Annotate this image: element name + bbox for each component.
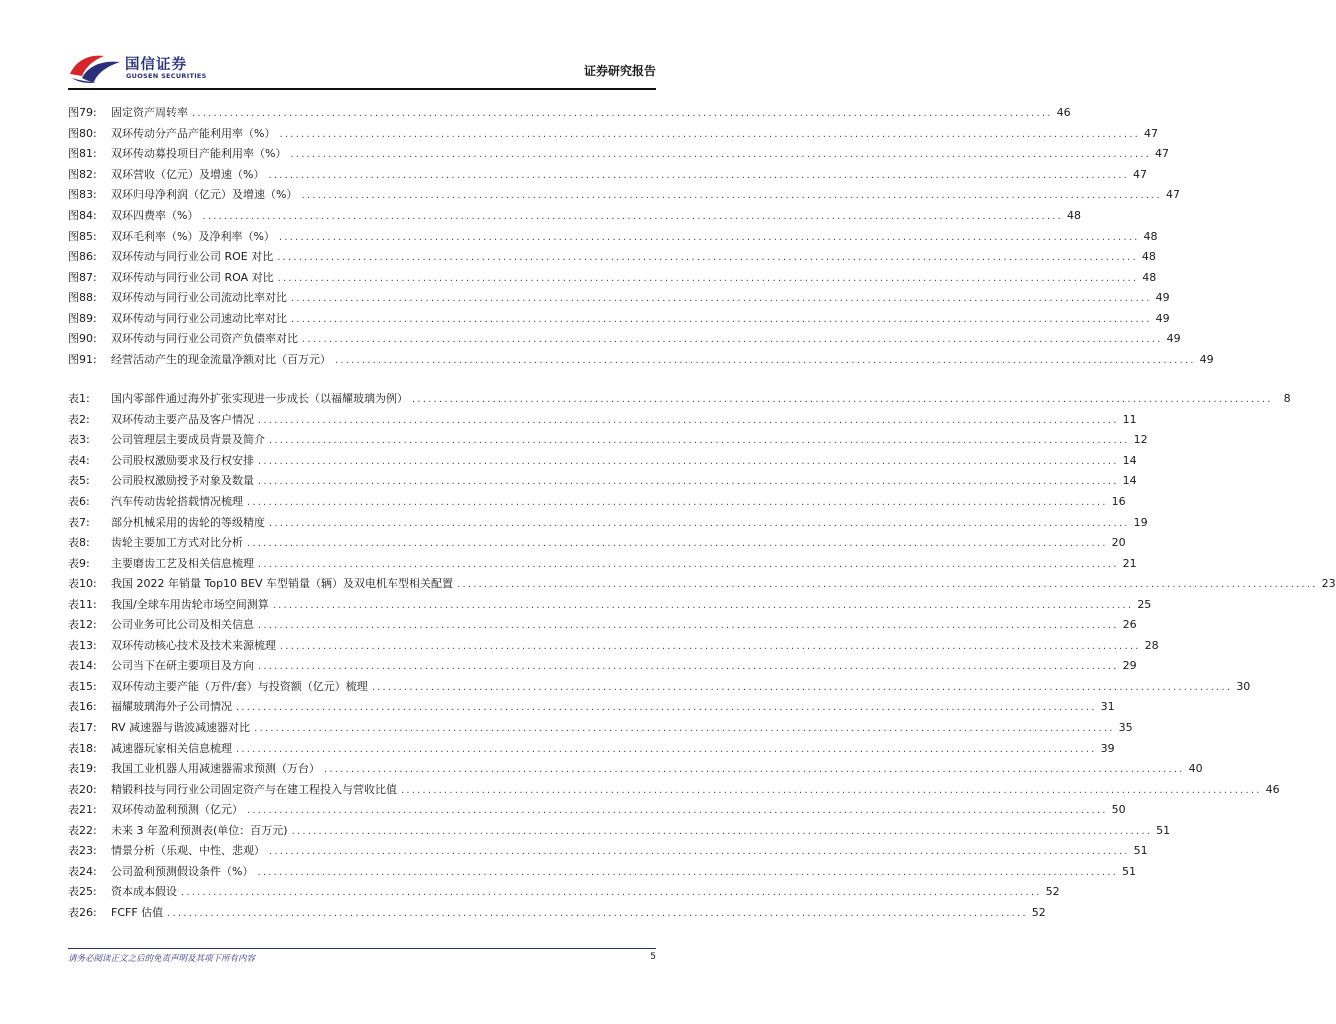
table-entry-page: 31 [1100, 700, 1115, 714]
figure-entry-title: 双环传动与同行业公司资产负债率对比 [111, 332, 298, 346]
table-entry-label: 表10: [68, 577, 97, 591]
dot-leader: ................................................................................................................................................................ [247, 538, 1108, 550]
figure-entry-page: 48 [1142, 270, 1157, 284]
table-entry-title: RV 减速器与谐波减速器对比 [111, 721, 251, 735]
table-entry-page: 11 [1122, 412, 1137, 426]
table-entry-title: 公司股权激励要求及行权安排 [111, 453, 254, 467]
table-entry-page: 30 [1236, 679, 1251, 693]
dot-leader: ................................................................................................................................................................ [167, 907, 1028, 919]
table-entry-label: 表17: [68, 721, 97, 735]
table-entry-title: 我国 2022 年销量 Top10 BEV 车型销量（辆）及双电机车型相关配置 [111, 577, 454, 591]
dot-leader: ................................................................................................................................................................ [302, 334, 1163, 346]
table-entry-page: 20 [1111, 536, 1126, 550]
table-entry-label: 表26: [68, 905, 97, 919]
table-entry-page: 51 [1133, 844, 1148, 858]
table-entry-label: 表20: [68, 782, 97, 796]
figure-entry[interactable] [68, 185, 1181, 206]
figure-entry[interactable] [68, 267, 1157, 288]
table-entry-page: 28 [1144, 638, 1159, 652]
dot-leader: ................................................................................................................................................................ [258, 558, 1119, 570]
page-number: 5 [650, 952, 656, 962]
figure-entry-title: 双环营收（亿元）及增速（%） [111, 167, 265, 181]
dot-leader: ................................................................................................................................................................ [291, 825, 1153, 837]
dot-leader: ................................................................................................................................................................ [236, 702, 1097, 714]
logo-text-cn: 国信证券 [125, 57, 187, 73]
table-entry-label: 表7: [68, 515, 90, 529]
table-entry-page: 46 [1265, 782, 1280, 796]
figure-entry-page: 48 [1067, 209, 1082, 222]
dot-leader: ................................................................................................................................................................ [268, 169, 1130, 181]
figure-entry-title: 双环传动与同行业公司 ROE 对比 [111, 250, 274, 264]
table-entry-label: 表21: [68, 803, 97, 817]
table-entry-page: 40 [1188, 762, 1203, 776]
dot-leader: ................................................................................................................................................................ [301, 190, 1163, 202]
table-entry[interactable] [68, 862, 1137, 883]
table-entry-label: 表2: [68, 412, 90, 426]
dot-leader: ................................................................................................................................................................ [280, 640, 1141, 652]
dot-leader: ................................................................................................................................................................ [254, 723, 1115, 735]
table-entry-title: 福耀玻璃海外子公司情况 [111, 700, 232, 714]
table-entry-label: 表24: [68, 864, 97, 878]
table-entry-page: 51 [1156, 823, 1171, 837]
table-entry-title: 部分机械采用的齿轮的等级精度 [111, 515, 265, 529]
dot-leader: ................................................................................................................................................................ [236, 743, 1097, 755]
table-entry[interactable] [68, 903, 1046, 924]
figure-entry[interactable] [68, 206, 1082, 227]
figure-entry-label: 图80: [68, 126, 97, 140]
dot-leader: ................................................................................................................................................................ [277, 252, 1138, 264]
table-entry-label: 表9: [68, 556, 90, 570]
figure-entry[interactable] [68, 124, 1159, 145]
figure-entry-page: 48 [1141, 250, 1156, 264]
table-entry-page: 51 [1122, 864, 1137, 878]
dot-leader: ................................................................................................................................................................ [192, 108, 1053, 120]
figure-entry-title: 双环传动与同行业公司速动比率对比 [111, 311, 287, 325]
dot-leader: ................................................................................................................................................................ [291, 293, 1152, 305]
dot-leader: ................................................................................................................................................................ [258, 476, 1119, 488]
table-entry-label: 表22: [68, 823, 97, 837]
dot-leader: ................................................................................................................................................................ [257, 866, 1119, 878]
table-entry[interactable] [68, 512, 1148, 533]
table-entry-title: 国内零部件通过海外扩张实现进一步成长（以福耀玻璃为例） [111, 392, 408, 406]
dot-leader: ................................................................................................................................................................ [457, 579, 1318, 591]
table-entry-label: 表13: [68, 638, 97, 652]
table-entry-page: 50 [1111, 803, 1126, 817]
table-entry-page: 16 [1111, 495, 1126, 508]
table-entry[interactable] [68, 882, 1060, 903]
figure-entry-title: 双环毛利率（%）及净利率（%） [111, 229, 275, 243]
guosen-logo-mark-icon [68, 52, 122, 84]
table-entry-title: 我国/全球车用齿轮市场空间测算 [111, 597, 269, 611]
dot-leader: ................................................................................................................................................................ [371, 681, 1233, 693]
figure-entry-title: 双环传动与同行业公司流动比率对比 [111, 291, 287, 305]
table-entry[interactable] [68, 759, 1203, 780]
dot-leader: ................................................................................................................................................................ [278, 231, 1140, 243]
table-entry-page: 12 [1133, 433, 1148, 447]
figure-entry-page: 46 [1056, 106, 1071, 120]
dot-leader: ................................................................................................................................................................ [279, 128, 1141, 140]
figure-entry-label: 图81: [68, 147, 97, 161]
figure-entry-title: 双环传动与同行业公司 ROA 对比 [111, 270, 274, 284]
dot-leader: ................................................................................................................................................................ [269, 435, 1130, 447]
figure-entry-page: 49 [1199, 352, 1214, 366]
table-entry[interactable] [68, 553, 1137, 574]
figure-entry[interactable] [68, 226, 1158, 247]
table-entry-label: 表14: [68, 659, 97, 673]
table-entry-title: 公司股权激励授予对象及数量 [111, 474, 254, 488]
table-entry[interactable] [68, 718, 1133, 739]
table-entry[interactable] [68, 738, 1115, 759]
table-entry-title: 精锻科技与同行业公司固定资产与在建工程投入与营收比值 [111, 782, 397, 796]
figure-entry-title: 双环四费率（%） [111, 209, 199, 222]
table-entry[interactable] [68, 574, 1336, 595]
table-entry[interactable] [68, 820, 1171, 841]
figure-entry[interactable] [68, 165, 1148, 186]
figure-entry[interactable] [68, 288, 1170, 309]
figure-entry-label: 图89: [68, 311, 97, 325]
table-index-list [68, 389, 1336, 923]
figure-entry-title: 双环归母净利润（亿元）及增速（%） [111, 188, 298, 202]
table-entry[interactable] [68, 636, 1159, 657]
table-entry-label: 表18: [68, 741, 97, 755]
table-entry[interactable] [68, 841, 1148, 862]
dot-leader: ................................................................................................................................................................ [269, 517, 1130, 529]
figure-entry-label: 图86: [68, 250, 97, 264]
table-entry-label: 表1: [68, 392, 90, 406]
figure-entry-page: 49 [1155, 311, 1170, 325]
footer-disclaimer: 请务必阅读正文之后的免责声明及其项下所有内容 [68, 954, 256, 964]
figure-entry-page: 47 [1155, 147, 1170, 161]
figure-entry-page: 47 [1133, 167, 1148, 181]
table-entry[interactable] [68, 389, 1291, 410]
table-entry-title: 资本成本假设 [111, 885, 177, 899]
figure-entry-title: 双环传动募投项目产能利用率（%） [111, 147, 287, 161]
dot-leader: ................................................................................................................................................................ [401, 784, 1262, 796]
dot-leader: ................................................................................................................................................................ [272, 599, 1134, 611]
table-entry-page: 8 [1283, 392, 1291, 406]
figure-entry-label: 图82: [68, 167, 97, 181]
figure-entry-title: 经营活动产生的现金流量净额对比（百万元） [111, 352, 331, 366]
table-entry[interactable] [68, 779, 1280, 800]
logo-text-en: GUOSEN SECURITIES [126, 72, 207, 80]
figure-entry-page: 48 [1143, 229, 1158, 243]
dot-leader: ................................................................................................................................................................ [258, 661, 1119, 673]
figure-entry[interactable] [68, 308, 1170, 329]
figure-entry-label: 图85: [68, 229, 97, 243]
figure-entry-page: 47 [1144, 126, 1159, 140]
dot-leader: ................................................................................................................................................................ [247, 497, 1108, 508]
table-entry-label: 表3: [68, 433, 90, 447]
table-entry[interactable] [68, 677, 1251, 698]
table-entry-title: 我国工业机器人用减速器需求预测（万台） [111, 762, 320, 776]
table-entry-page: 14 [1122, 453, 1137, 467]
table-entry[interactable] [68, 471, 1137, 492]
header-divider [68, 88, 656, 90]
dot-leader: ................................................................................................................................................................ [277, 272, 1139, 284]
footer-divider [68, 948, 656, 949]
figure-entry-title: 固定资产周转率 [111, 106, 188, 120]
table-entry-label: 表11: [68, 597, 97, 611]
table-entry[interactable] [68, 594, 1152, 615]
table-entry[interactable] [68, 533, 1126, 554]
table-entry[interactable] [68, 430, 1148, 451]
figure-entry-label: 图87: [68, 270, 97, 284]
figure-entry[interactable] [68, 103, 1071, 124]
dot-leader: ................................................................................................................................................................ [202, 211, 1064, 222]
table-entry-title: 双环传动主要产品及客户情况 [111, 412, 254, 426]
table-entry-title: 双环传动主要产能（万件/套）与投资额（亿元）梳理 [111, 679, 368, 693]
dot-leader: ................................................................................................................................................................ [291, 313, 1152, 325]
table-entry-page: 39 [1100, 741, 1115, 755]
table-entry-title: 主要磨齿工艺及相关信息梳理 [111, 556, 254, 570]
dot-leader: ................................................................................................................................................................ [412, 394, 1273, 406]
table-entry-label: 表19: [68, 762, 97, 776]
table-entry-label: 表16: [68, 700, 97, 714]
table-entry[interactable] [68, 492, 1126, 513]
table-entry-label: 表5: [68, 474, 90, 488]
table-entry-title: FCFF 估值 [111, 905, 164, 919]
figure-entry[interactable] [68, 329, 1181, 350]
figure-entry-label: 图84: [68, 209, 97, 222]
figure-entry-label: 图88: [68, 291, 97, 305]
table-entry-page: 35 [1118, 721, 1133, 735]
dot-leader: ................................................................................................................................................................ [247, 805, 1108, 817]
table-entry-title: 未来 3 年盈利预测表(单位：百万元) [111, 823, 288, 837]
dot-leader: ................................................................................................................................................................ [181, 887, 1042, 899]
table-entry-page: 52 [1031, 905, 1046, 919]
table-entry-title: 公司当下在研主要项目及方向 [111, 659, 254, 673]
figure-entry-label: 图83: [68, 188, 97, 202]
dot-leader: ................................................................................................................................................................ [324, 764, 1185, 776]
table-entry[interactable] [68, 697, 1115, 718]
report-type-label: 证券研究报告 [583, 64, 656, 78]
table-entry-page: 19 [1133, 515, 1148, 529]
table-entry-label: 表8: [68, 536, 90, 550]
table-entry-page: 25 [1137, 597, 1152, 611]
dot-leader: ................................................................................................................................................................ [335, 354, 1196, 366]
figure-entry[interactable] [68, 350, 1214, 371]
table-entry-page: 29 [1122, 659, 1137, 673]
figure-entry[interactable] [68, 247, 1156, 268]
table-entry[interactable] [68, 656, 1137, 677]
table-entry-label: 表12: [68, 618, 97, 632]
table-entry-title: 齿轮主要加工方式对比分析 [111, 536, 243, 550]
figure-entry-title: 双环传动分产品产能利用率（%） [111, 126, 276, 140]
dot-leader: ................................................................................................................................................................ [269, 846, 1130, 858]
table-entry-title: 减速器玩家相关信息梳理 [111, 741, 232, 755]
table-entry-title: 情景分析（乐观、中性、悲观） [111, 844, 265, 858]
figure-entry-label: 图91: [68, 352, 97, 366]
table-entry-page: 52 [1045, 885, 1060, 899]
table-entry-label: 表25: [68, 885, 97, 899]
table-entry[interactable] [68, 410, 1137, 431]
table-entry-title: 双环传动盈利预测（亿元） [111, 803, 243, 817]
figure-entry[interactable] [68, 144, 1170, 165]
table-entry[interactable] [68, 615, 1137, 636]
table-entry-page: 23 [1321, 577, 1336, 591]
figure-entry-label: 图90: [68, 332, 97, 346]
table-entry-title: 公司管理层主要成员背景及简介 [111, 433, 265, 447]
dot-leader: ................................................................................................................................................................ [258, 414, 1119, 426]
dot-leader: ................................................................................................................................................................ [258, 620, 1119, 632]
table-entry-title: 公司业务可比公司及相关信息 [111, 618, 254, 632]
table-entry-label: 表6: [68, 495, 90, 508]
guosen-logo [68, 50, 207, 90]
dot-leader: ................................................................................................................................................................ [290, 149, 1152, 161]
table-entry-label: 表15: [68, 679, 97, 693]
dot-leader: ................................................................................................................................................................ [258, 455, 1119, 467]
figure-entry-label: 图79: [68, 106, 97, 120]
table-entry-title: 汽车传动齿轮搭载情况梳理 [111, 495, 243, 508]
figure-entry-page: 49 [1166, 332, 1181, 346]
figure-entry-page: 49 [1155, 291, 1170, 305]
table-entry-title: 双环传动核心技术及技术来源梳理 [111, 638, 276, 652]
table-entry[interactable] [68, 451, 1137, 472]
table-entry-page: 21 [1122, 556, 1137, 570]
table-entry-title: 公司盈利预测假设条件（%） [111, 864, 254, 878]
table-entry-page: 26 [1122, 618, 1137, 632]
table-entry[interactable] [68, 800, 1126, 821]
figure-entry-page: 47 [1166, 188, 1181, 202]
table-entry-label: 表4: [68, 453, 90, 467]
figure-index-list [68, 103, 1214, 370]
table-entry-label: 表23: [68, 844, 97, 858]
table-entry-page: 14 [1122, 474, 1137, 488]
